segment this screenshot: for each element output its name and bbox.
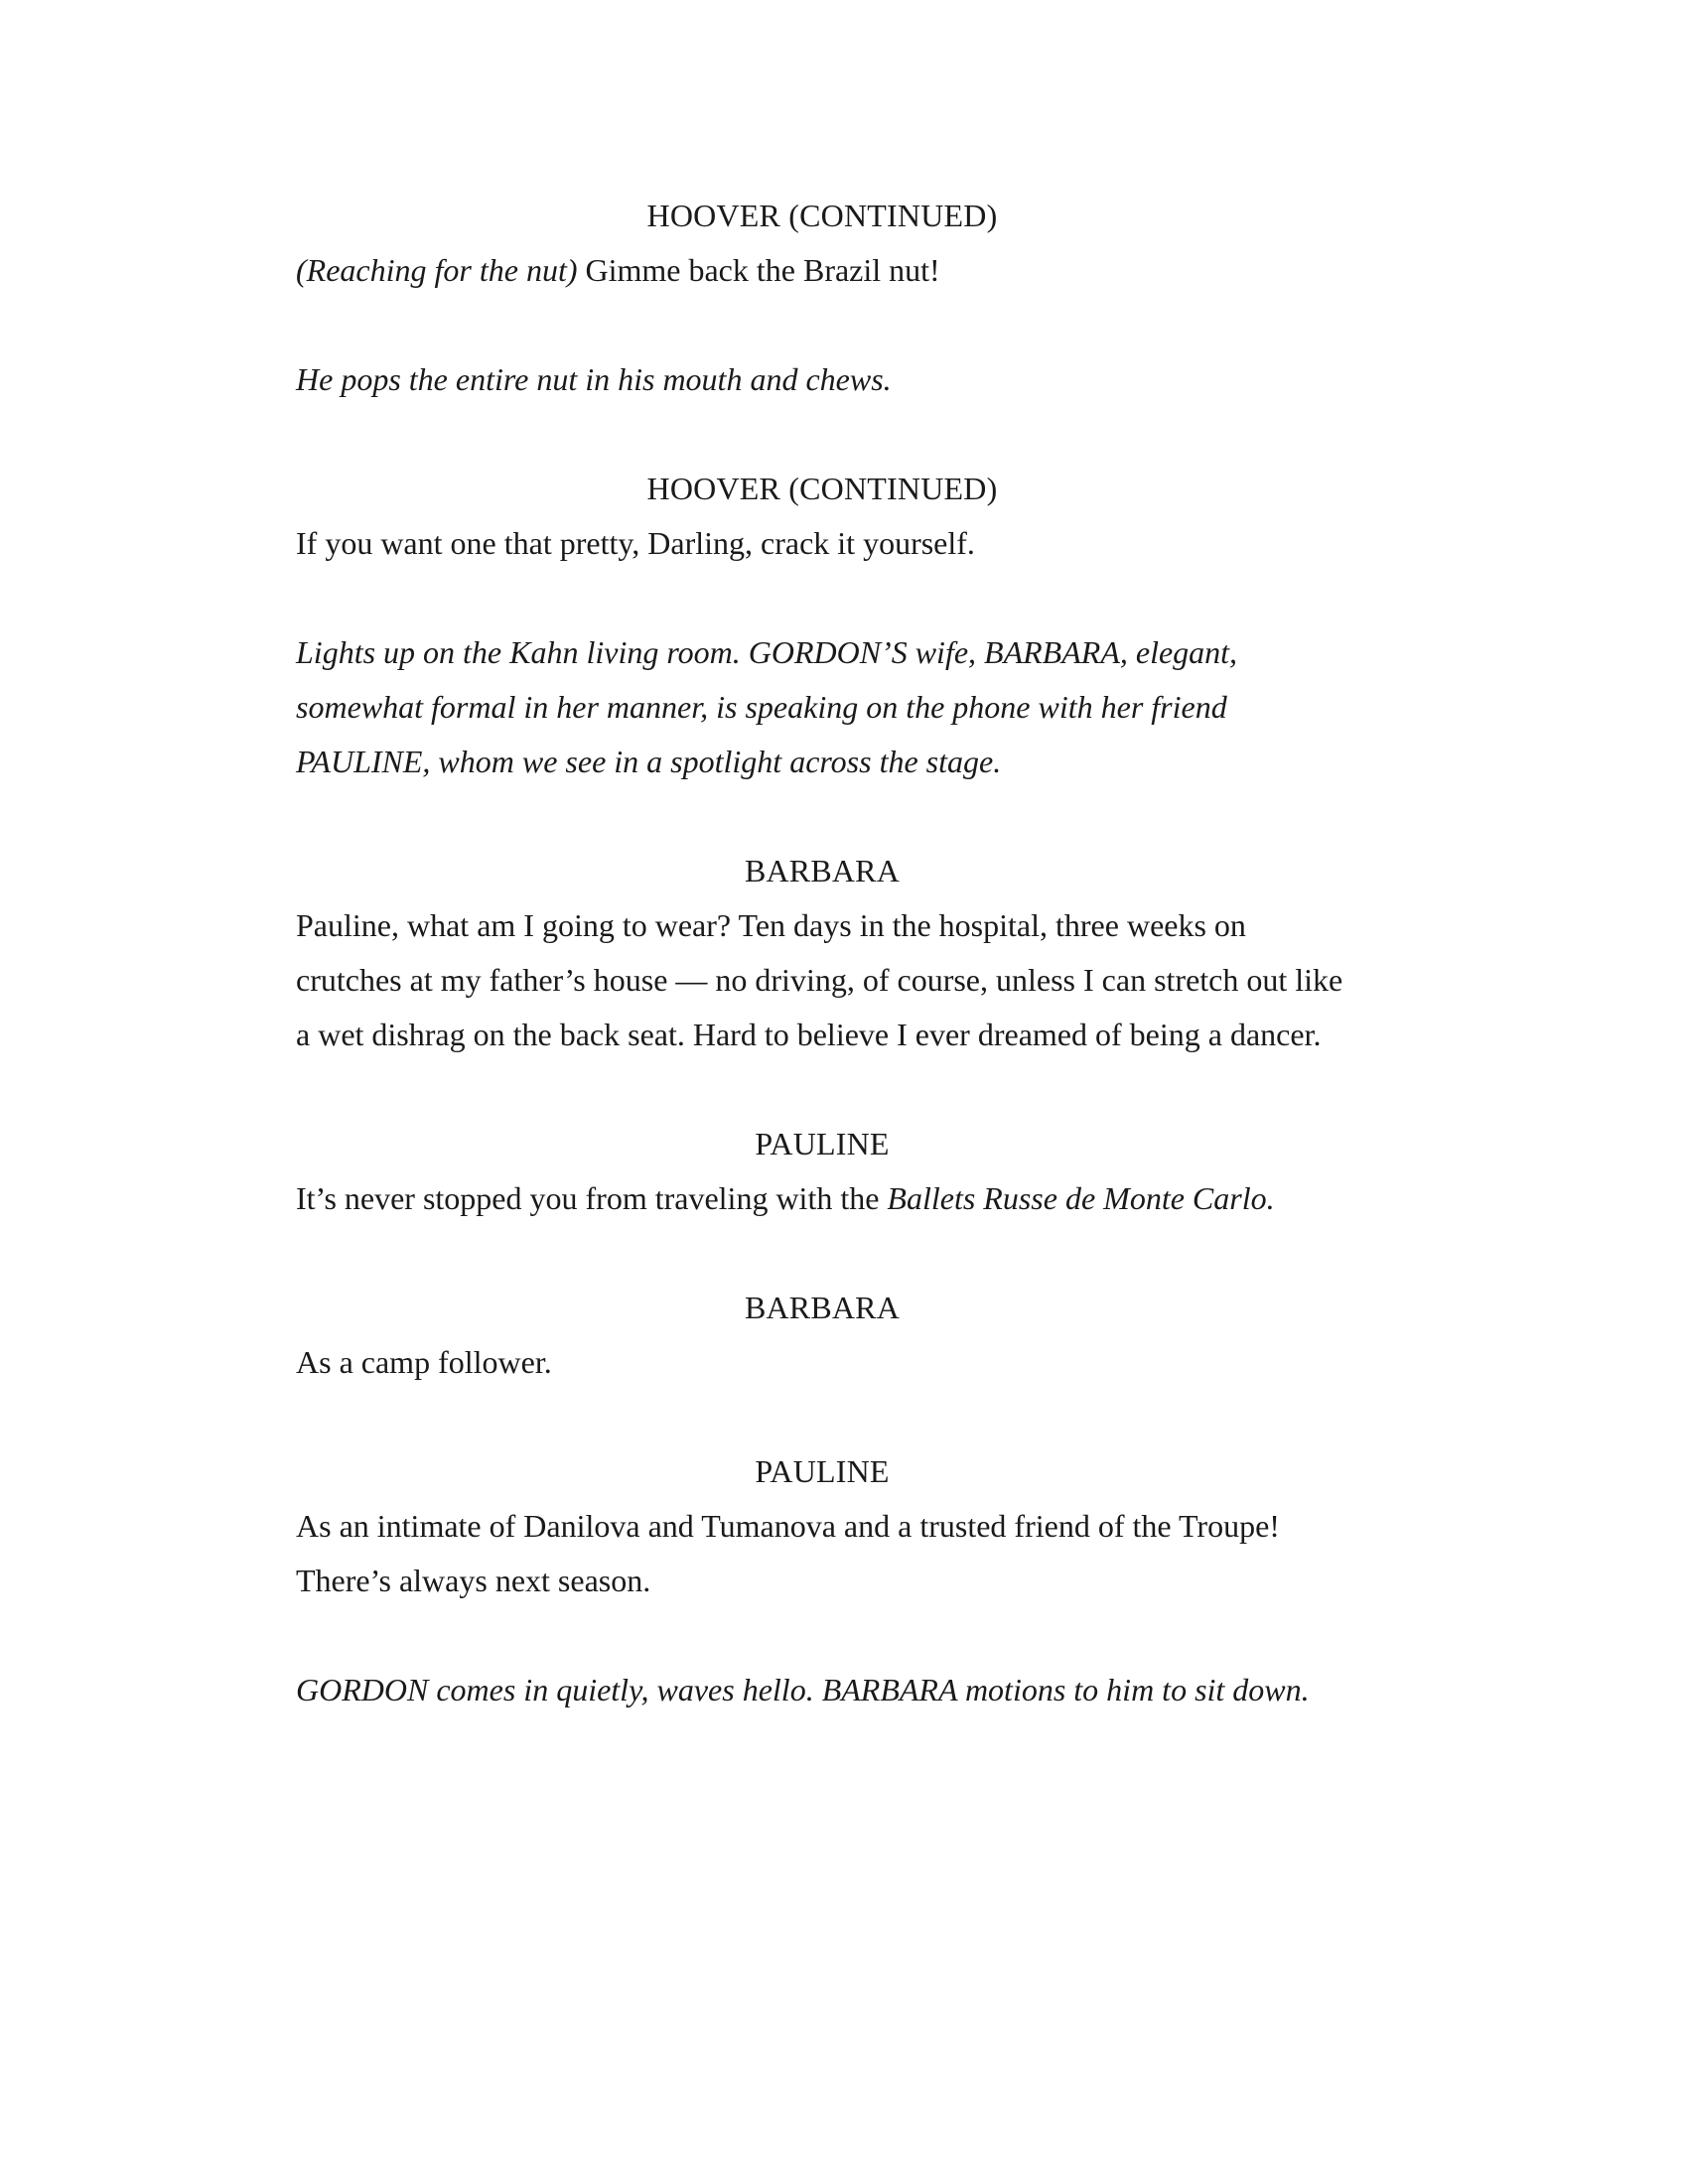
stage-direction-3: GORDON comes in quietly, waves hello. BARBARA motions to him to sit down.: [296, 1672, 1310, 1707]
stage-direction-2: Lights up on the Kahn living room. GORDON’S wife, BARBARA, elegant, somewhat formal in her manner, is speaking on the phone with her friend PAULINE, whom we see in a spotlight across the stage.: [296, 634, 1238, 779]
inline-stage-direction: (Reaching for the nut): [296, 252, 578, 288]
dialogue-pauline-1: [296, 1171, 1348, 1226]
speaker-hoover: HOOVER (CONTINUED): [646, 198, 998, 233]
speaker-hoover: HOOVER (CONTINUED): [646, 471, 998, 506]
dialogue-barbara-1: Pauline, what am I going to wear? Ten days in the hospital, three weeks on crutches at my father’s house — no driving, of course, unless I can stretch out like a wet dishrag on the back seat. Hard to believe I ever dreamed of being a dancer.: [296, 907, 1343, 1052]
dialogue-text: Gimme back the Brazil nut!: [577, 252, 940, 288]
title-reference: Ballets Russe de Monte Carlo.: [887, 1180, 1275, 1216]
speaker-pauline: PAULINE: [755, 1126, 890, 1161]
dialogue-pauline-2: As an intimate of Danilova and Tumanova and a trusted friend of the Troupe! There’s always next season.: [296, 1508, 1280, 1598]
speaker-pauline: PAULINE: [755, 1453, 890, 1489]
script-page: [296, 189, 1348, 1717]
stage-direction-1: He pops the entire nut in his mouth and chews.: [296, 361, 892, 397]
speaker-barbara: BARBARA: [744, 1290, 901, 1325]
dialogue-hoover-1: [296, 243, 1348, 298]
speaker-barbara: BARBARA: [744, 853, 901, 888]
dialogue-text: It’s never stopped you from traveling with the: [296, 1180, 888, 1216]
dialogue-barbara-2: As a camp follower.: [296, 1344, 552, 1380]
dialogue-hoover-2: If you want one that pretty, Darling, crack it yourself.: [296, 525, 975, 561]
